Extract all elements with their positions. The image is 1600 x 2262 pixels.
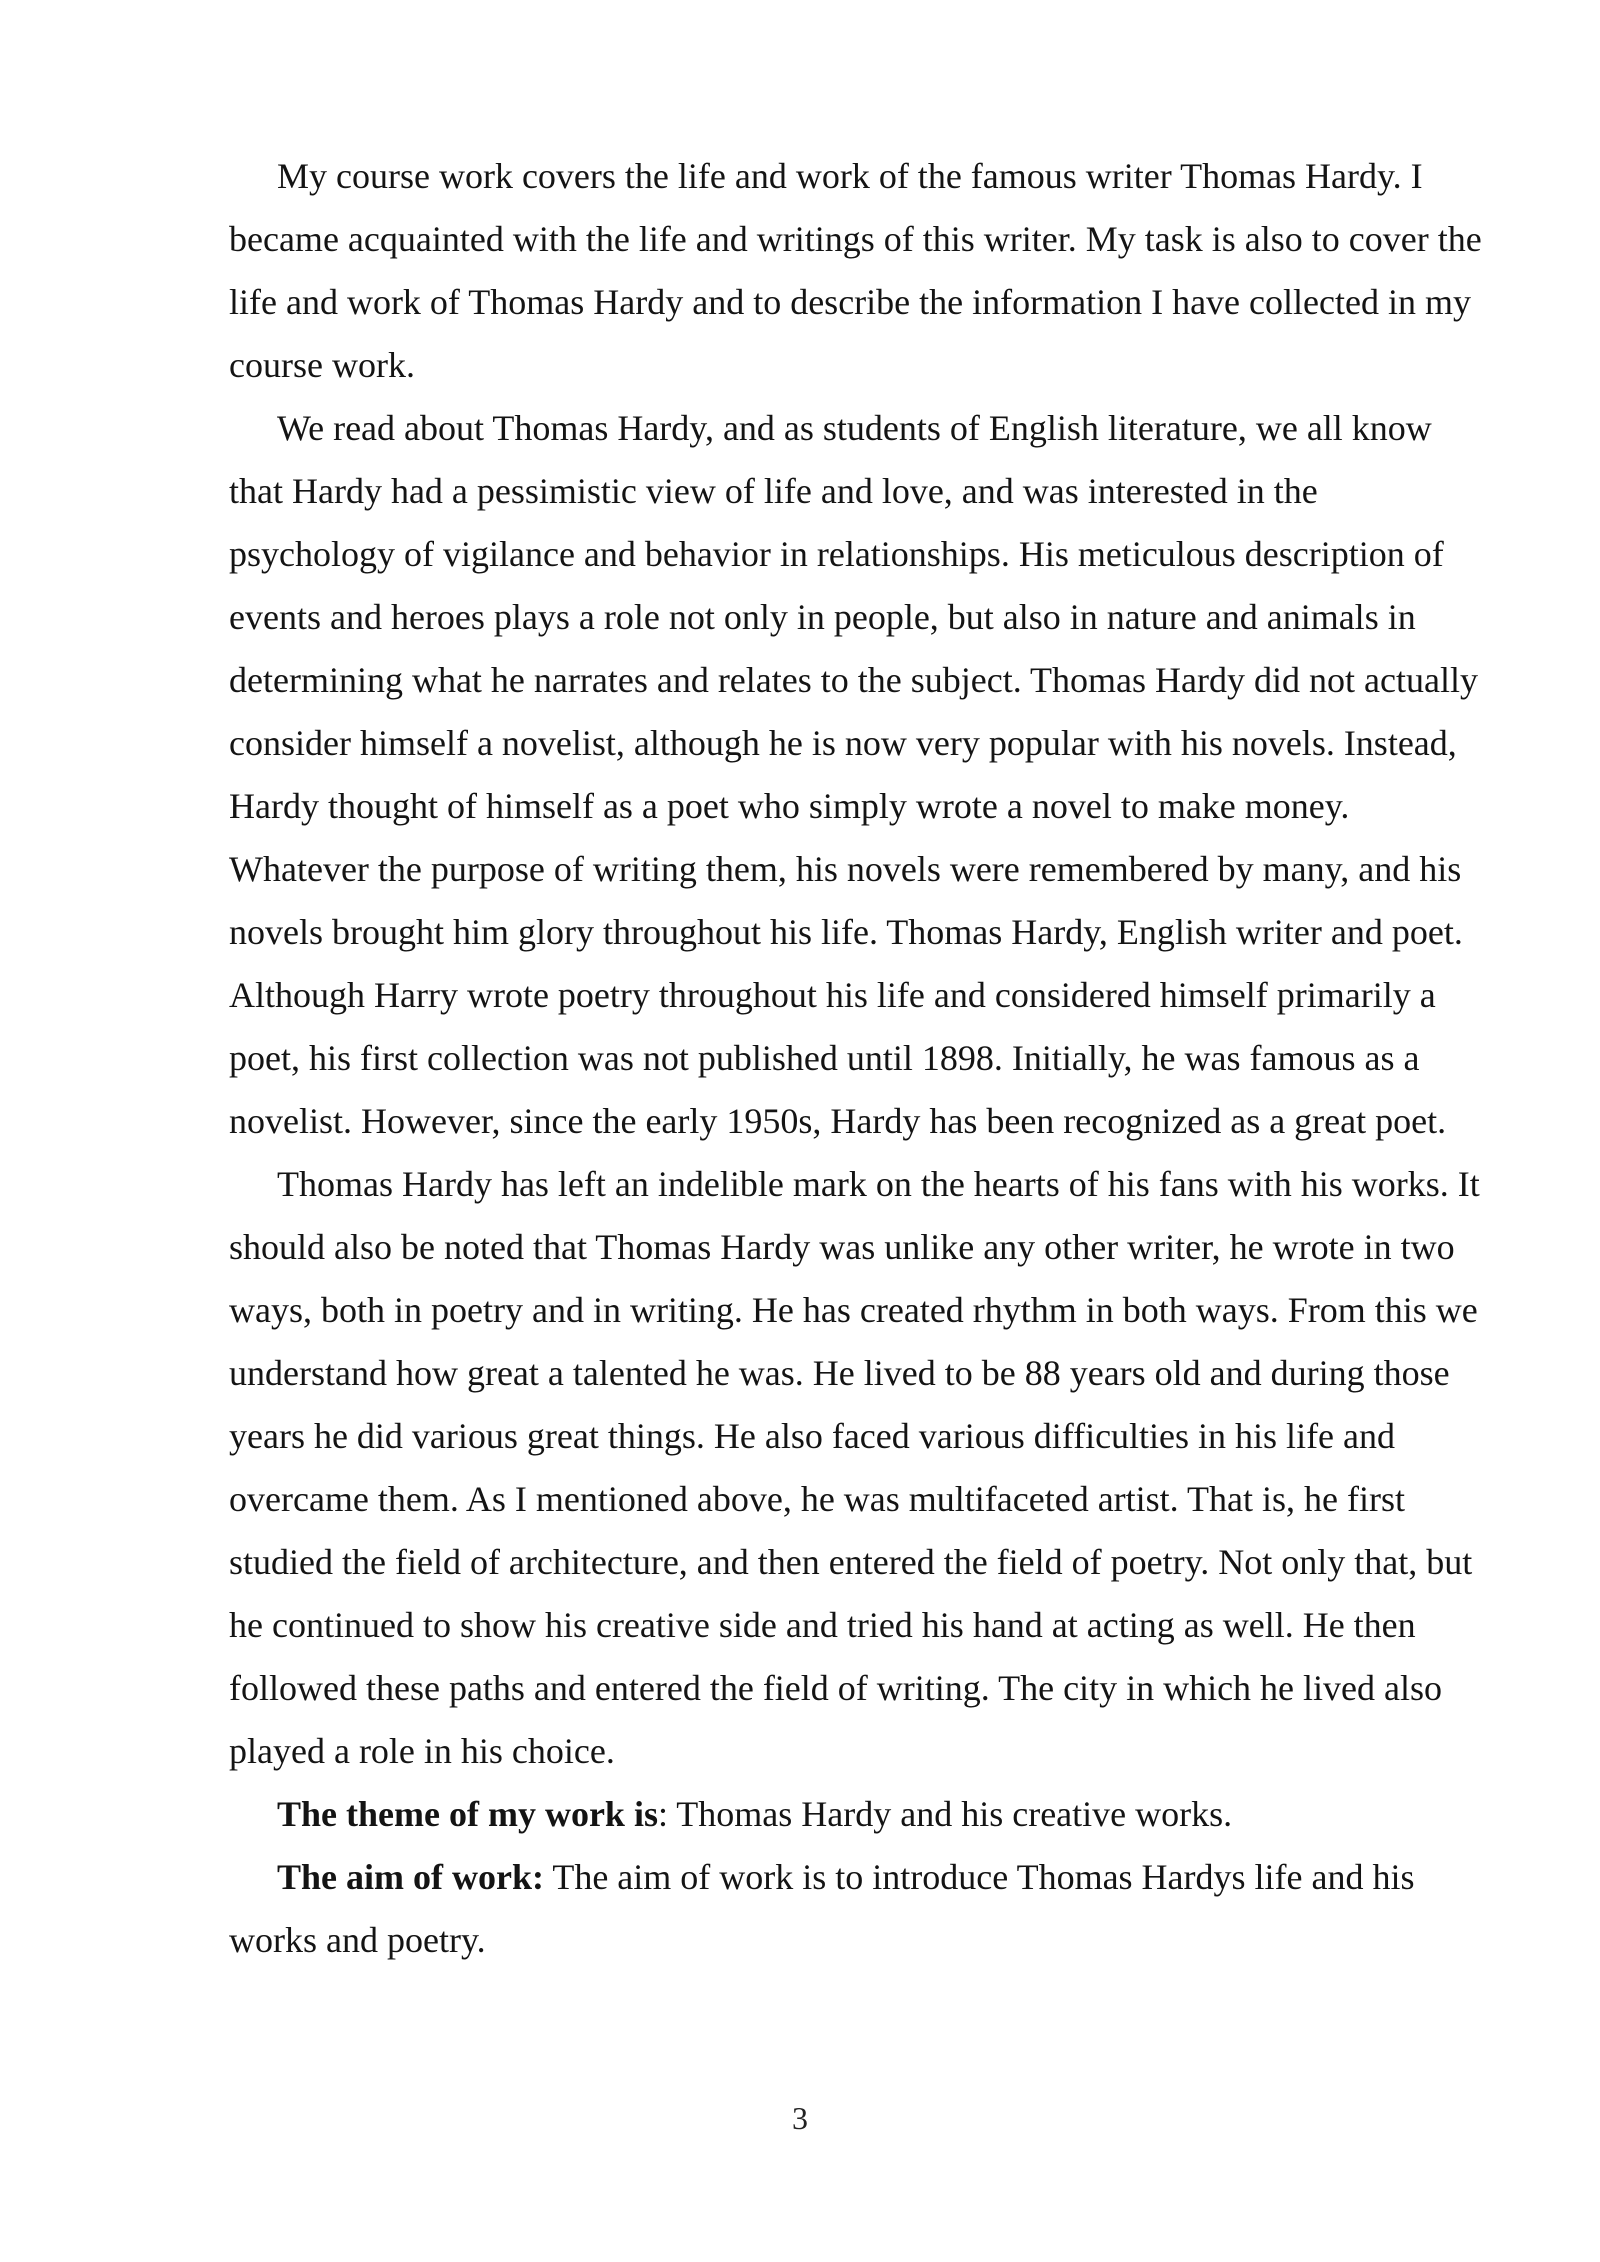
theme-statement: [229, 1783, 1491, 1846]
theme-text: : Thomas Hardy and his creative works.: [657, 1794, 1233, 1834]
aim-text: The aim of work is to introduce Thomas Hardys life and his works and poetry.: [229, 1857, 1415, 1960]
aim-statement: [229, 1846, 1491, 1972]
theme-label: The theme of my work is: [277, 1794, 658, 1834]
body-text: [229, 145, 1491, 1972]
paragraph-intro: My course work covers the life and work of the famous writer Thomas Hardy. I became acquainted with the life and writings of this writer. My task is also to cover the life and work of Thomas Hardy and to describe the information I have collected in my course work.: [229, 156, 1482, 385]
paragraph-hardy-legacy: Thomas Hardy has left an indelible mark on the hearts of his fans with his works. It should also be noted that Thomas Hardy was unlike any other writer, he wrote in two ways, both in poetry and in writing. He has created rhythm in both ways. From this we understand how great a talented he was. He lived to be 88 years old and during those years he did various great things. He also faced various difficulties in his life and overcame them. As I mentioned above, he was multifaceted artist. That is, he first studied the field of architecture, and then entered the field of poetry. Not only that, but he continued to show his creative side and tried his hand at acting as well. He then followed these paths and entered the field of writing. The city in which he lived also played a role in his choice.: [229, 1164, 1480, 1771]
paragraph-hardy-overview: We read about Thomas Hardy, and as students of English literature, we all know that Hardy had a pessimistic view of life and love, and was interested in the psychology of vigilance and behavior in relationships. His meticulous description of events and heroes plays a role not only in people, but also in nature and animals in determining what he narrates and relates to the subject. Thomas Hardy did not actually consider himself a novelist, although he is now very popular with his novels. Instead, Hardy thought of himself as a poet who simply wrote a novel to make money. Whatever the purpose of writing them, his novels were remembered by many, and his novels brought him glory throughout his life. Thomas Hardy, English writer and poet. Although Harry wrote poetry throughout his life and considered himself primarily a poet, his first collection was not published until 1898. Initially, he was famous as a novelist. However, since the early 1950s, Hardy has been recognized as a great poet.: [229, 408, 1478, 1141]
page-number: 3: [792, 2100, 808, 2136]
aim-label: The aim of work:: [277, 1857, 544, 1897]
